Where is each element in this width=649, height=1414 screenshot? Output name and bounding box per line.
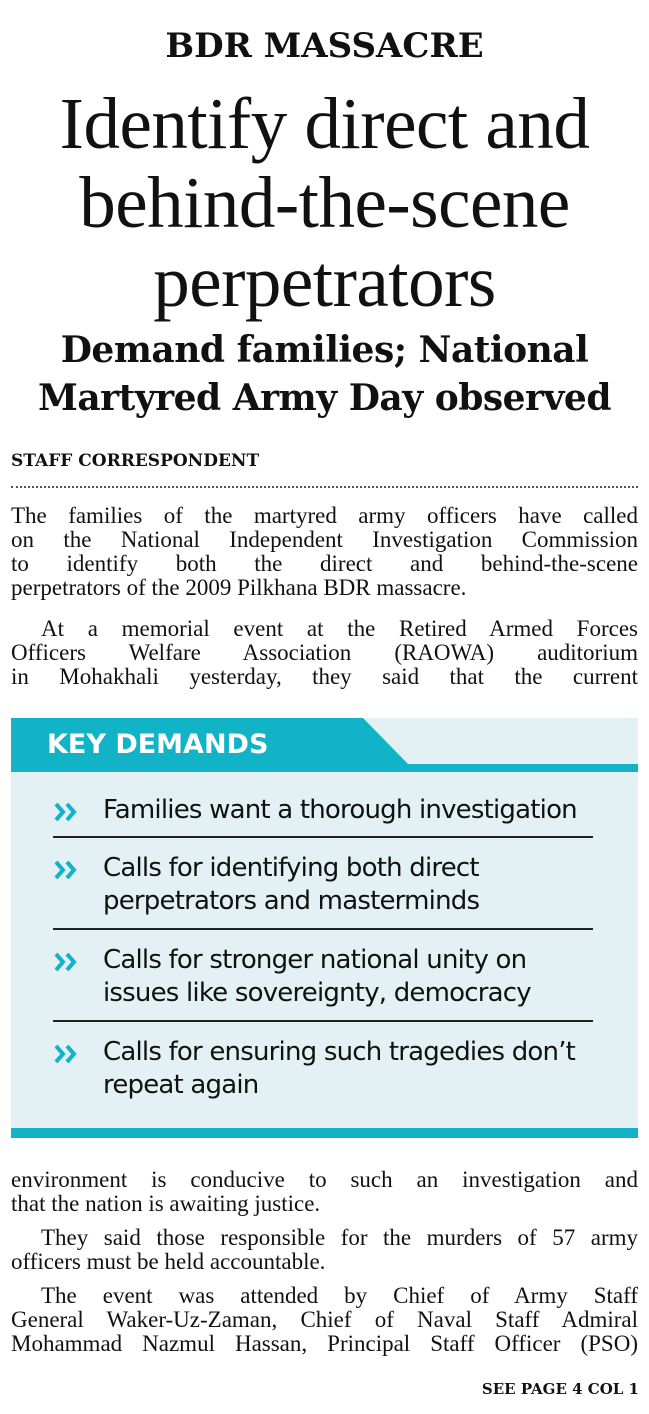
subhead [0,326,649,422]
text-line: The families of the martyred army officers have called [11,503,638,528]
double-chevron-right-icon [53,950,79,974]
key-demands-box [11,718,638,1138]
key-demands-bottom-bar [11,1128,638,1138]
paragraph [11,617,638,689]
double-chevron-right-icon [53,858,79,882]
demand-text [103,944,603,1010]
kicker: BDR MASSACRE [165,26,484,66]
text-line: officers must be held accountable. [11,1249,326,1274]
demand-divider [53,836,593,838]
demand-divider [53,1020,593,1022]
paragraph [11,1284,638,1356]
key-demands-title: KEY DEMANDS [47,729,269,760]
text-line: perpetrators of the 2009 Pilkhana BDR massacre. [11,575,467,600]
paragraph [11,1226,638,1274]
text-line: environment is conducive to such an investigation and [11,1167,638,1192]
paragraph [11,504,638,600]
double-chevron-right-icon [53,1042,79,1066]
text-line: Officers Welfare Association (RAOWA) auditorium [11,640,638,665]
demand-text [103,1036,603,1102]
demand-line: Calls for ensuring such tragedies don’t [103,1037,576,1067]
demand-text [103,852,603,918]
headline-line: perpetrators [153,241,496,322]
text-line: General Waker-Uz-Zaman, Chief of Naval Staff Admiral [11,1307,638,1332]
paragraph [11,1168,638,1216]
text-line: that the nation is awaiting justice. [11,1191,321,1216]
demand-line: Calls for stronger national unity on [103,945,527,975]
demand-line: perpetrators and masterminds [103,886,480,916]
demand-text [103,794,603,827]
demand-divider [53,928,593,930]
text-line: At a memorial event at the Retired Armed Forces [41,616,638,641]
text-line: They said those responsible for the murders of 57 army [41,1225,638,1250]
headline-line: behind-the-scene [79,162,570,243]
demand-line: Calls for identifying both direct [103,853,479,883]
demand-line: Families want a thorough investigation [103,795,577,825]
text-line: Mohammad Nazmul Hassan, Principal Staff Officer (PSO) [11,1331,638,1356]
subhead-line: Demand families; National [60,329,589,371]
text-line: The event was attended by Chief of Army Staff [41,1283,638,1308]
byline: STAFF CORRESPONDENT [11,451,260,471]
headline [0,84,649,321]
text-line: on the National Independent Investigation Commission [11,527,638,552]
subhead-line: Martyred Army Day observed [37,377,612,419]
headline-line: Identify direct and [59,83,590,164]
dotted-divider [11,486,638,488]
double-chevron-right-icon [53,800,79,824]
demand-line: repeat again [103,1070,259,1100]
text-line: to identify both the direct and behind-the-scene [11,551,638,576]
continued-on-page: SEE PAGE 4 COL 1 [481,1380,639,1398]
demand-line: issues like sovereignty, democracy [103,978,531,1008]
text-line: in Mohakhali yesterday, they said that the current [11,664,638,689]
key-demands-header [11,718,638,772]
